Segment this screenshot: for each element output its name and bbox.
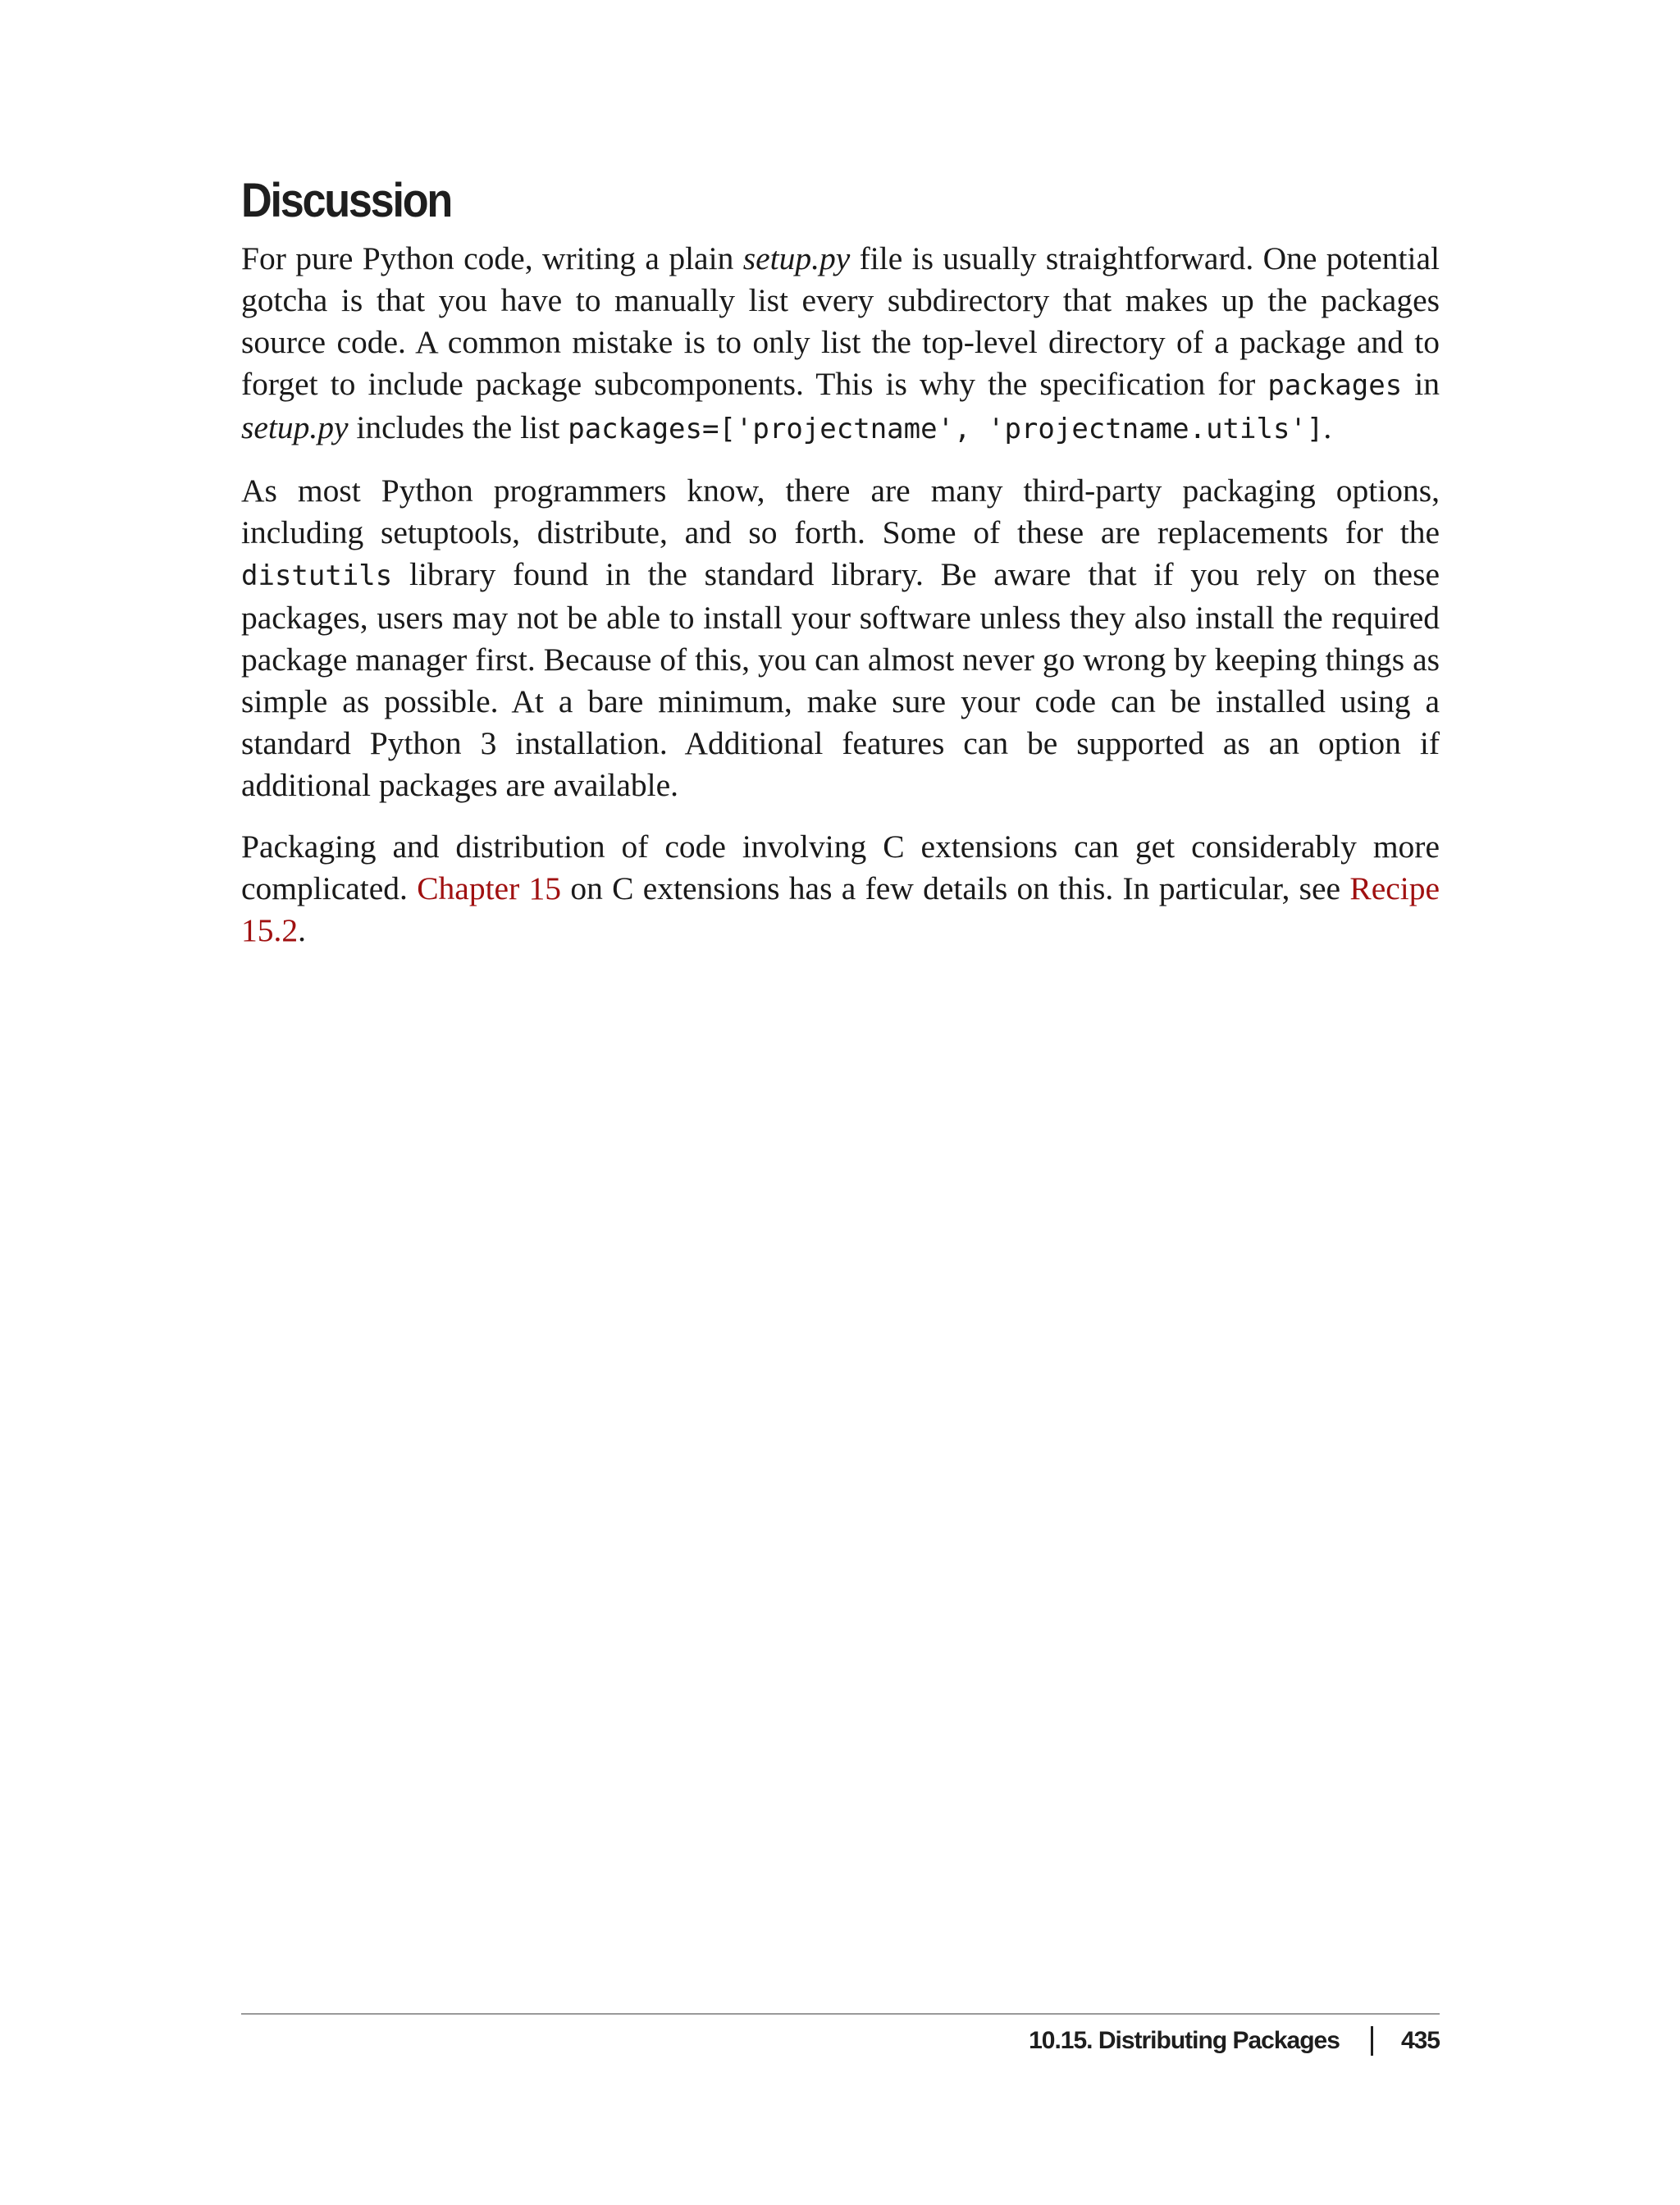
link-chapter-15[interactable]: Chapter 15 [417, 870, 562, 906]
text-run: file is usually straightforward. One potential gotcha is that you have to manually list every subdirectory that makes up the packages source code. A common mistake is to only list the top-level directory of a package and to forget to include package subcomponents. This is why the specification for [241, 240, 1440, 402]
text-run: on C extensions has a few details on this. In particular, see [561, 870, 1350, 906]
footer-section-title: 10.15. Distributing Packages [1029, 2027, 1340, 2054]
text-run: . [1323, 409, 1332, 445]
text-run: library found in the standard library. Be aware that if you rely on these packages, users may not be able to install your software unless they also install the required package manager first. Because of this, you can almost never go wrong by keeping things as simple as possible. At a bare minimum, make sure your code can be installed using a standard Python 3 installation. Additional features can be supported as an option if additional packages are available. [241, 556, 1440, 803]
inline-code-distutils: distutils [241, 559, 393, 592]
paragraph-c-extensions [241, 826, 1440, 952]
page-content [241, 172, 1440, 971]
text-run: in [1402, 366, 1440, 402]
text-run: . [298, 912, 306, 948]
footer-separator [1371, 2026, 1373, 2056]
inline-code-packages: packages [1267, 369, 1403, 402]
paragraph-setup-py [241, 238, 1440, 450]
footer-divider [241, 2013, 1440, 2015]
link-recipe-15-2[interactable]: Recipe 15.2 [241, 870, 1440, 948]
page-number: 435 [1400, 2027, 1440, 2054]
filename-setup-py: setup.py [241, 409, 349, 445]
paragraph-third-party [241, 470, 1440, 806]
text-run: For pure Python code, writing a plain [241, 240, 743, 276]
page-footer [1029, 2025, 1440, 2057]
inline-code-packages-list: packages=['projectname', 'projectname.utils'] [568, 413, 1324, 445]
filename-setup-py: setup.py [742, 240, 851, 276]
text-run: includes the list [348, 409, 568, 445]
text-run: Packaging and distribution of code involving C extensions can get considerably more complicated. [241, 829, 1440, 906]
text-run: As most Python programmers know, there are many third-party packaging options, including setuptools, distribute, and so forth. Some of these are replacements for the [241, 472, 1440, 550]
section-heading: Discussion [241, 174, 451, 227]
